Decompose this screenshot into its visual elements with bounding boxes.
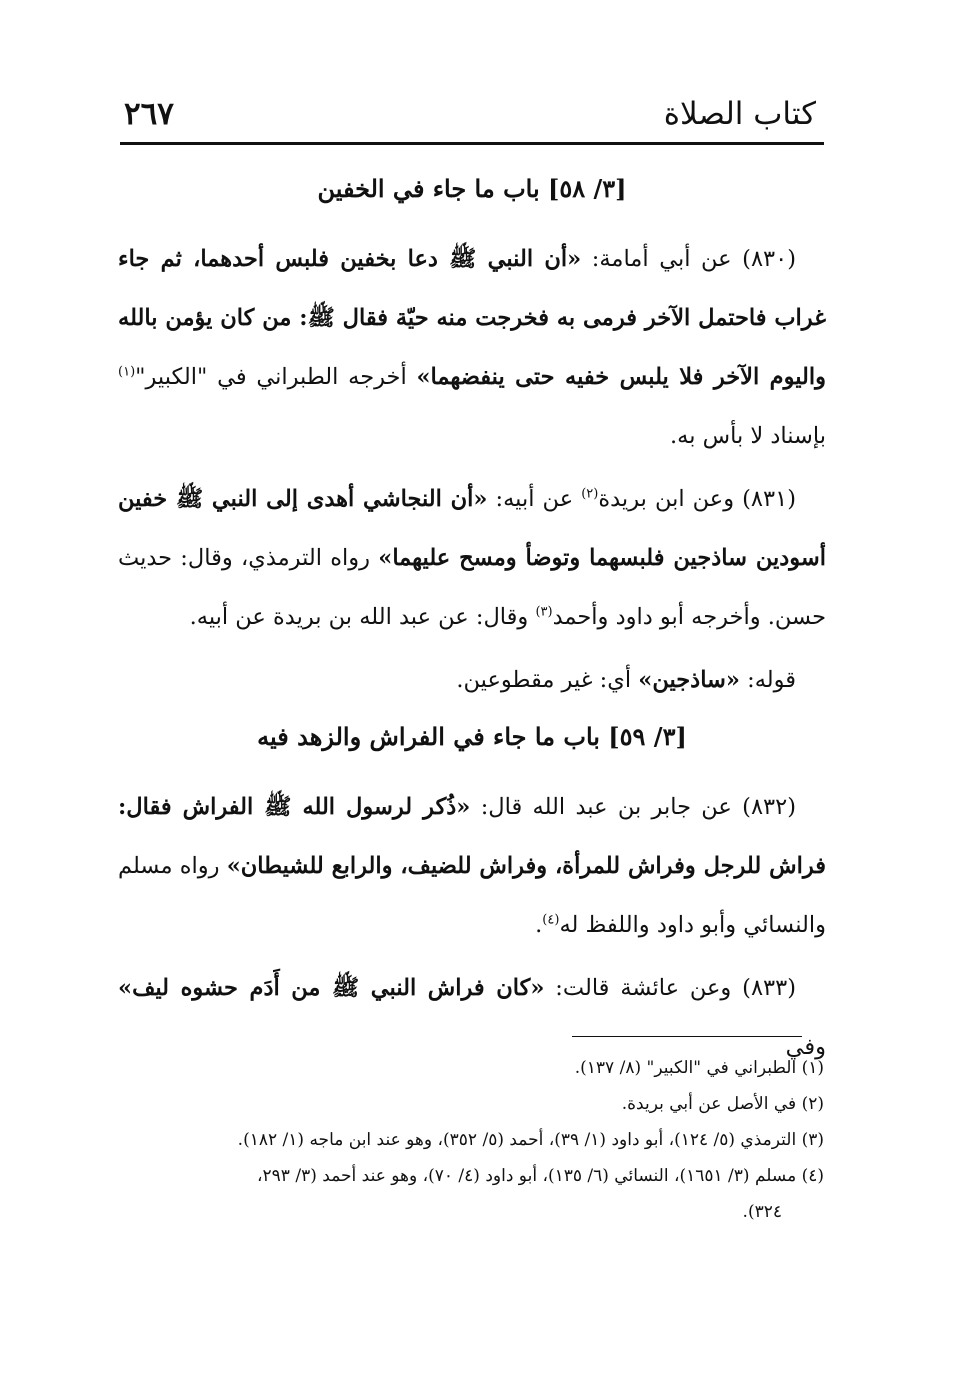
hadith-833-intro: (٨٣٣) وعن عائشة قالت:: [544, 975, 797, 1001]
note-prefix: قوله:: [739, 667, 796, 693]
header-rule: [120, 142, 824, 145]
hadith-833-end: وفي: [785, 1034, 826, 1060]
hadith-831-intro: (٨٣١) وعن ابن بريدة: [598, 486, 796, 512]
footnote-1: (١) الطبراني في "الكبير" (٨/ ١٣٧).: [574, 1058, 824, 1078]
hadith-831-quote: «أن النجاشي أهدى إلى النبي ﷺ خفين أسودين ساذجين فلبسهما وتوضأ ومسح عليهما»: [118, 486, 827, 571]
hadith-831-chain: عن أبيه:: [487, 486, 582, 512]
hadith-832: [118, 778, 826, 955]
hadith-833-quote: «كان فراش النبي ﷺ من أَدَم حشوه ليف»: [118, 975, 545, 1001]
footnote-ref-2[interactable]: (٢): [581, 486, 599, 502]
hadith-831-source: رواه الترمذي، وقال: حديث حسن. وأخرجه أبو داود وأحمد: [118, 545, 826, 630]
hadith-831-end: وقال: عن عبد الله بن بريدة عن أبيه.: [189, 604, 536, 630]
note-explanation: أي: غير مقطوعين.: [456, 667, 639, 693]
footnote-3: (٣) الترمذي (٥/ ١٢٤)، أبو داود (١/ ٣٩)، أحمد (٥/ ٣٥٢)، وهو عند ابن ماجه (١/ ١٨٢).: [237, 1130, 824, 1150]
note-term: «ساذجين»: [638, 667, 740, 693]
footnote-ref-1[interactable]: (١): [118, 364, 136, 380]
hadith-830: [118, 230, 826, 466]
footnote-4: (٤) مسلم (٣/ ١٦٥١)، النسائي (٦/ ١٣٥)، أبو داود (٤/ ٧٠)، وهو عند أحمد (٣/ ٢٩٣،: [257, 1166, 824, 1186]
hadith-832-end: .: [535, 912, 543, 938]
running-title: كتاب الصلاة: [663, 96, 816, 132]
footnote-separator: [572, 1036, 802, 1037]
footnote-2: (٢) في الأصل عن أبي بريدة.: [621, 1094, 824, 1114]
hadith-830-grading: بإسناد لا بأس به.: [670, 423, 826, 449]
footnotes: [150, 1050, 824, 1230]
word-explanation: [118, 651, 826, 710]
hadith-830-source: أخرجه الطبراني في "الكبير": [135, 364, 417, 390]
hadith-830-quote: «أن النبي ﷺ دعا بخفين فلبس أحدهما، ثم جاء غراب فاحتمل الآخر فرمى به فخرجت منه حيّة فقال ﷺ: من كان يؤمن بالله واليوم الآخر فلا يلبس خفيه حتى ينفضهما»: [118, 246, 826, 390]
hadith-832-intro: (٨٣٢) عن جابر بن عبد الله قال:: [470, 794, 796, 820]
hadith-832-quote: «ذُكر لرسول الله ﷺ الفراش فقال: فراش للرجل وفراش للمرأة، وفراش للضيف، والرابع للشيطان»: [118, 794, 826, 879]
hadith-831: [118, 470, 826, 647]
footnote-ref-3[interactable]: (٣): [535, 604, 553, 620]
chapter-heading-58: [٣/ ٥٨] باب ما جاء في الخفين: [317, 174, 627, 203]
chapter-heading-59: [٣/ ٥٩] باب ما جاء في الفراش والزهد فيه: [257, 722, 687, 751]
page-number: ٢٦٧: [124, 96, 174, 132]
page-header: [120, 88, 824, 140]
hadith-832-source: رواه مسلم والنسائي وأبو داود واللفظ له: [118, 853, 826, 938]
footnote-ref-4[interactable]: (٤): [542, 912, 560, 928]
hadith-830-intro: (٨٣٠) عن أبي أمامة:: [581, 246, 796, 272]
main-text: [118, 168, 826, 1081]
footnote-4-continued: ٣٢٤).: [742, 1202, 782, 1222]
